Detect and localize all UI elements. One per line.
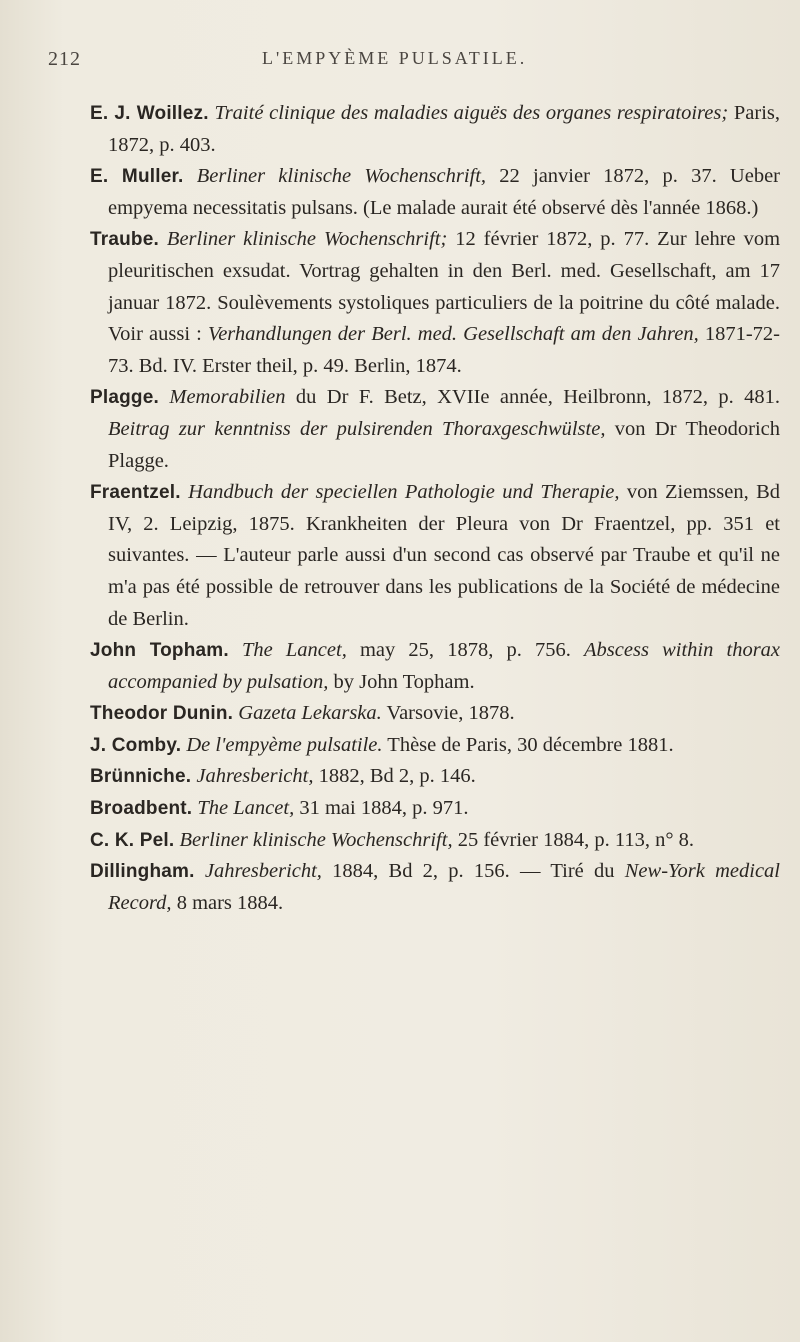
- page-number: 212: [48, 48, 81, 70]
- page-header: [0, 48, 800, 78]
- bibliography-entry: [90, 730, 780, 762]
- bibliography-entry: [90, 761, 780, 793]
- bibliography-entry: [90, 98, 780, 161]
- entry-details-secondary: 8 mars 1884.: [171, 891, 284, 914]
- bibliography-entry: [90, 382, 780, 477]
- entry-author: E. J. Woillez.: [90, 103, 209, 124]
- entry-details-secondary: by John Topham.: [328, 670, 475, 693]
- entry-details-secondary: 1871-72-73. Bd. IV. Erster theil, p. 49. Berlin, 1874.: [108, 323, 781, 377]
- entry-author: Brünniche.: [90, 766, 192, 788]
- entry-title: Traité clinique des maladies aiguës des organes respiratoires;: [214, 102, 729, 124]
- entry-title: Berliner klinische Wochenschrift,: [196, 165, 487, 188]
- entry-details: von Ziemssen, Bd IV, 2. Leipzig, 1875. Krankheiten der Pleura von Dr Fraentzel, pp. 351 et suivantes. — L'auteur parle aussi d'un second cas observé par Traube et qu'il ne m'a pas été possible de retrouver dans les publications de la Société de médecine de Berlin.: [108, 481, 780, 630]
- entry-title: Memorabilien: [169, 386, 286, 409]
- entry-title: The Lancet,: [242, 639, 347, 662]
- entry-details: Varsovie, 1878.: [381, 702, 515, 725]
- entry-title: Berliner klinische Wochenschrift,: [179, 828, 453, 851]
- bibliography-entry: [90, 477, 780, 635]
- entry-details: du Dr F. Betz, XVIIe année, Heilbronn, 1872, p. 481.: [285, 386, 780, 409]
- entry-title: Gazeta Lekarska.: [238, 702, 382, 725]
- bibliography-entry: [90, 161, 780, 224]
- entry-author: J. Comby.: [90, 734, 182, 756]
- entry-title: De l'empyème pulsatile.: [186, 733, 383, 756]
- entry-details: may 25, 1878, p. 756.: [346, 639, 585, 662]
- entry-details: 12 février 1872, p. 77. Zur lehre vom pleuritischen exsudat. Vortrag gehalten in den Berl. med. Gesellschaft, am 17 januar 1872. Soulèvements systoliques particuliers de la poitrine du côté malade. Voir aussi :: [108, 228, 781, 346]
- entry-details: 1882, Bd 2, p. 146.: [313, 765, 476, 788]
- entry-details: Thèse de Paris, 30 décembre 1881.: [382, 733, 674, 756]
- bibliography-entry: [90, 856, 780, 919]
- bibliography-entry: [90, 635, 780, 698]
- entry-author: Plagge.: [90, 387, 159, 409]
- entry-author: Broadbent.: [90, 798, 193, 820]
- bibliography-entry: [90, 224, 780, 382]
- entry-title: Handbuch der speciellen Pathologie und Therapie,: [188, 481, 620, 504]
- entry-details-secondary: von Dr Theodorich Plagge.: [108, 417, 780, 472]
- entry-author: Fraentzel.: [90, 482, 181, 504]
- entry-title-secondary: Abscess within thorax accompanied by pulsation,: [108, 639, 781, 693]
- bibliography-entry: [90, 825, 780, 857]
- entry-title: Jahresbericht,: [196, 765, 314, 788]
- entry-details: Paris, 1872, p. 403.: [108, 102, 781, 156]
- entry-title: Berliner klinische Wochenschrift;: [166, 228, 448, 251]
- entry-details: 22 janvier 1872, p. 37. Ueber empyema necessitatis pulsans. (Le malade aurait été observé dès l'année 1868.): [108, 165, 781, 219]
- entry-author: E. Muller.: [90, 166, 184, 188]
- entry-details: 31 mai 1884, p. 971.: [294, 797, 469, 820]
- entry-title-secondary: Verhandlungen der Berl. med. Gesellschaft am den Jahren,: [207, 323, 699, 346]
- entry-author: John Topham.: [90, 640, 229, 662]
- bibliography-entry: [90, 793, 780, 825]
- bibliography-list: [90, 98, 780, 919]
- entry-author: C. K. Pel.: [90, 829, 175, 851]
- entry-author: Traube.: [90, 229, 159, 251]
- entry-title: The Lancet,: [197, 797, 295, 820]
- entry-title-secondary: New-York medical Record,: [108, 860, 780, 914]
- entry-details: 1884, Bd 2, p. 156. — Tiré du: [321, 860, 625, 883]
- bibliography-entry: [90, 698, 780, 730]
- entry-author: Theodor Dunin.: [90, 703, 234, 725]
- running-title: L'EMPYÈME PULSATILE.: [262, 48, 528, 68]
- entry-author: Dillingham.: [90, 861, 195, 883]
- entry-details: 25 février 1884, p. 113, n° 8.: [452, 828, 695, 851]
- entry-title-secondary: Beitrag zur kenntniss der pulsirenden Thoraxgeschwülste,: [108, 417, 606, 440]
- entry-title: Jahresbericht,: [204, 860, 322, 883]
